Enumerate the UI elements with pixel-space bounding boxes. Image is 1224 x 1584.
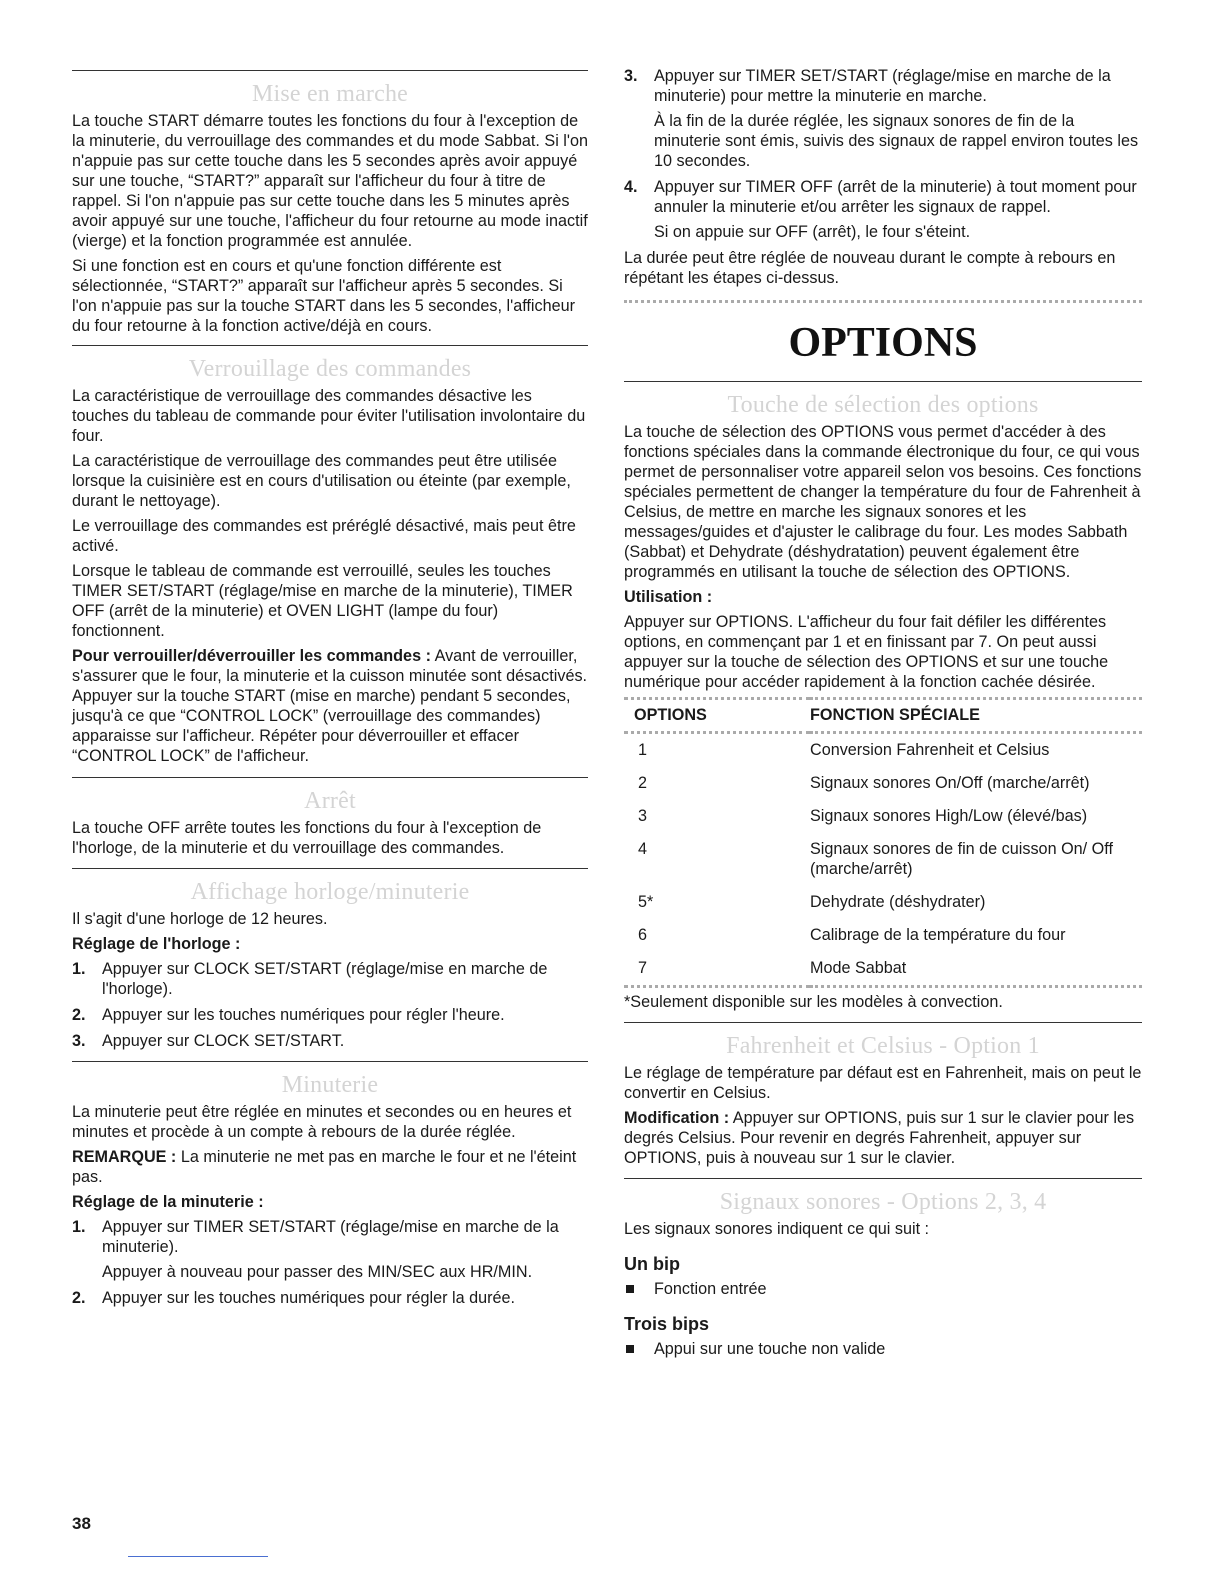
step-number: 2. — [72, 1006, 86, 1024]
step — [72, 1005, 588, 1025]
step-number: 1. — [72, 960, 86, 978]
option-function: Signaux sonores High/Low (élevé/bas) — [810, 807, 1088, 825]
step-number: 1. — [72, 1218, 86, 1236]
paragraph: La touche START démarre toutes les fonctions du four à l'exception de la minuterie, du verrouillage des commandes et du mode Sabbat. Si l'on n'appuie pas sur cette touche dans les 5 secondes après avoir appuyé sur une touche, “START?” apparaît sur l'afficheur du four à titre de rappel. Si l'on n'appuie pas sur cette touche dans les 5 minutes après avoir appuyé sur une touche, l'afficheur du four retourne au mode inactif (vierge) et la fonction programmée est annulée. — [72, 112, 588, 250]
option-number: 4 — [638, 840, 648, 858]
column-header: OPTIONS — [624, 699, 810, 733]
bold-label: REMARQUE : — [72, 1148, 177, 1166]
step — [72, 1288, 588, 1308]
step-text: Appuyer sur CLOCK SET/START (réglage/mise en marche de l'horloge). — [102, 960, 548, 998]
heading-touche-selection: Touche de sélection des options — [727, 392, 1039, 418]
table-row — [624, 767, 1142, 800]
option-number: 1 — [638, 741, 648, 759]
heading-mise-en-marche: Mise en marche — [251, 81, 409, 107]
paragraph: Le réglage de température par défaut est en Fahrenheit, mais on peut le convertir en Celsius. — [624, 1064, 1142, 1102]
step-text: Appuyer sur TIMER SET/START (réglage/mise en marche de la minuterie). — [102, 1218, 559, 1256]
table-row — [624, 952, 1142, 987]
section-divider — [624, 381, 1142, 382]
subheading-trois-bips: Trois bips — [624, 1314, 710, 1334]
dotted-divider — [624, 300, 1142, 303]
step-text: Appuyer sur les touches numériques pour régler l'heure. — [102, 1006, 505, 1024]
timer-steps-continued — [624, 66, 1142, 242]
heading-verrouillage: Verrouillage des commandes — [188, 356, 472, 382]
column-header: FONCTION SPÉCIALE — [810, 699, 1142, 733]
step — [624, 66, 1142, 171]
subheading-un-bip: Un bip — [624, 1254, 680, 1274]
paragraph — [624, 1108, 1142, 1168]
paragraph: La durée peut être réglée de nouveau durant le compte à rebours en répétant les étapes ci-dessus. — [624, 249, 1116, 287]
paragraph: La caractéristique de verrouillage des commandes désactive les touches du tableau de commande pour éviter l'utilisation involontaire du four. — [72, 387, 586, 445]
clock-steps — [72, 959, 588, 1051]
paragraph: La caractéristique de verrouillage des commandes peut être utilisée lorsque la cuisinière est en cours d'utilisation ou éteinte (par exemple, durant le nettoyage). — [72, 452, 571, 510]
step-text: Appuyer sur TIMER OFF (arrêt de la minuterie) à tout moment pour annuler la minuterie et/ou arrêter les signaux de rappel. — [654, 178, 1137, 216]
option-function: Signaux sonores de fin de cuisson On/ Off (marche/arrêt) — [810, 840, 1113, 878]
step — [624, 177, 1142, 242]
timer-steps — [72, 1217, 588, 1308]
option-function: Conversion Fahrenheit et Celsius — [810, 741, 1050, 759]
section-divider — [624, 1022, 1142, 1023]
option-function: Dehydrate (déshydrater) — [810, 893, 986, 911]
subheading: Réglage de l'horloge : — [72, 935, 241, 953]
options-table — [624, 697, 1142, 988]
list-item-text: Appui sur une touche non valide — [654, 1340, 886, 1358]
option-number: 6 — [638, 926, 648, 944]
subheading: Utilisation : — [624, 588, 713, 606]
step-number: 3. — [72, 1032, 86, 1050]
heading-affichage: Affichage horloge/minuterie — [190, 879, 470, 905]
table-header-row — [624, 699, 1142, 733]
paragraph — [72, 646, 588, 766]
paragraph: Le verrouillage des commandes est préréglé désactivé, mais peut être activé. — [72, 517, 576, 555]
heading-minuterie: Minuterie — [281, 1072, 379, 1098]
step — [72, 1217, 588, 1282]
paragraph: La touche de sélection des OPTIONS vous permet d'accéder à des fonctions spéciales dans la commande électronique du four, ce qui vous permet de personnaliser votre appareil selon vos besoins. Ces fonctions spéciales permettent de changer la température du four de Fahrenheit à Celsius, de mettre en marche les signaux sonores et les messages/guides et d'ajuster le calibrage du four. Les modes Sabbath (Sabbat) et Dehydrate (déshydratation) peuvent également être programmés en utilisant la touche de sélection des OPTIONS. — [624, 423, 1142, 581]
bullet-list — [624, 1339, 1142, 1359]
step-number: 2. — [72, 1289, 86, 1307]
option-function: Mode Sabbat — [810, 952, 1142, 987]
step-note: Si on appuie sur OFF (arrêt), le four s'éteint. — [654, 223, 971, 241]
page-title: OPTIONS — [788, 320, 978, 366]
paragraph-text: La minuterie ne met pas en marche le four et ne l'éteint pas. — [72, 1148, 577, 1186]
option-function: Calibrage de la température du four — [810, 926, 1066, 944]
option-function: Signaux sonores On/Off (marche/arrêt) — [810, 774, 1090, 792]
paragraph: Appuyer sur OPTIONS. L'afficheur du four fait défiler les différentes options, en commençant par 1 et en finissant par 7. On peut aussi appuyer sur la touche de sélection des OPTIONS et sur une touche numérique pour accéder rapidement à la fonction cachée désirée. — [624, 613, 1109, 691]
paragraph: La touche OFF arrête toutes les fonctions du four à l'exception de l'horloge, de la minuterie et du verrouillage des commandes. — [72, 819, 542, 857]
square-bullet-icon — [626, 1285, 634, 1293]
section-divider — [624, 1178, 1142, 1179]
right-column — [624, 66, 1142, 1359]
section-divider — [72, 868, 588, 869]
paragraph: Si une fonction est en cours et qu'une fonction différente est sélectionnée, “START?” apparaît sur l'afficheur après 5 secondes. Si l'on n'appuie pas sur la touche START dans les 5 secondes, l'afficheur du four retourne à la fonction active/déjà en cours. — [72, 257, 575, 335]
step-note: Appuyer à nouveau pour passer des MIN/SEC aux HR/MIN. — [102, 1263, 533, 1281]
table-row — [624, 733, 1142, 768]
left-column — [72, 70, 588, 1314]
option-number: 7 — [624, 952, 810, 987]
list-item — [624, 1279, 1142, 1299]
step-text: Appuyer sur TIMER SET/START (réglage/mise en marche de la minuterie) pour mettre la minuterie en marche. — [654, 67, 1111, 105]
option-number: 2 — [638, 774, 648, 792]
option-number: 3 — [638, 807, 648, 825]
paragraph — [72, 1147, 588, 1187]
table-row — [624, 833, 1142, 886]
paragraph: Lorsque le tableau de commande est verrouillé, seules les touches TIMER SET/START (réglage/mise en marche de la minuterie), TIMER OFF (arrêt de la minuterie) et OVEN LIGHT (lampe du four) fonctionnent. — [72, 562, 573, 640]
step-number: 4. — [624, 178, 638, 196]
section-divider — [72, 70, 588, 71]
step — [72, 959, 588, 999]
table-row — [624, 886, 1142, 919]
subheading: Réglage de la minuterie : — [72, 1193, 264, 1211]
list-item-text: Fonction entrée — [654, 1280, 767, 1298]
square-bullet-icon — [626, 1345, 634, 1353]
paragraph: Il s'agit d'une horloge de 12 heures. — [72, 910, 328, 928]
heading-arret: Arrêt — [304, 788, 356, 814]
heading-signaux-sonores: Signaux sonores - Options 2, 3, 4 — [719, 1189, 1047, 1215]
bold-label: Pour verrouiller/déverrouiller les commandes : — [72, 647, 431, 665]
paragraph: La minuterie peut être réglée en minutes et secondes ou en heures et minutes et procède à un compte à rebours de la durée réglée. — [72, 1103, 572, 1141]
paragraph-text: Avant de verrouiller, s'assurer que le four, la minuterie et la cuisson minutée sont désactivés. Appuyer sur la touche START (mise en marche) pendant 5 secondes, jusqu'à ce que “CONTROL LOCK” (verrouillage des commandes) apparaisse sur l'afficheur. Répéter pour déverrouiller et effacer “CONTROL LOCK” de l'afficheur. — [72, 647, 588, 765]
section-divider — [72, 777, 588, 778]
table-row — [624, 919, 1142, 952]
heading-fahrenheit-celsius: Fahrenheit et Celsius - Option 1 — [726, 1033, 1040, 1059]
option-number: 5* — [638, 893, 654, 911]
paragraph-text: Appuyer sur OPTIONS, puis sur 1 sur le clavier pour les degrés Celsius. Pour revenir en degrés Fahrenheit, appuyer sur OPTIONS, puis à nouveau sur 1 sur le clavier. — [624, 1109, 1135, 1167]
footer-line — [128, 1556, 268, 1557]
bold-label: Modification : — [624, 1109, 730, 1127]
section-divider — [72, 345, 588, 346]
bullet-list — [624, 1279, 1142, 1299]
section-divider — [72, 1061, 588, 1062]
table-footnote: *Seulement disponible sur les modèles à convection. — [624, 993, 1003, 1011]
page-number: 38 — [72, 1514, 91, 1533]
step-text: Appuyer sur les touches numériques pour régler la durée. — [102, 1289, 516, 1307]
step-text: Appuyer sur CLOCK SET/START. — [102, 1032, 345, 1050]
table-row — [624, 800, 1142, 833]
step-note: À la fin de la durée réglée, les signaux sonores de fin de la minuterie sont émis, suivis des signaux de rappel environ toutes les 10 secondes. — [654, 112, 1139, 170]
list-item — [624, 1339, 1142, 1359]
paragraph: Les signaux sonores indiquent ce qui suit : — [624, 1220, 930, 1238]
step — [72, 1031, 588, 1051]
step-number: 3. — [624, 67, 638, 85]
